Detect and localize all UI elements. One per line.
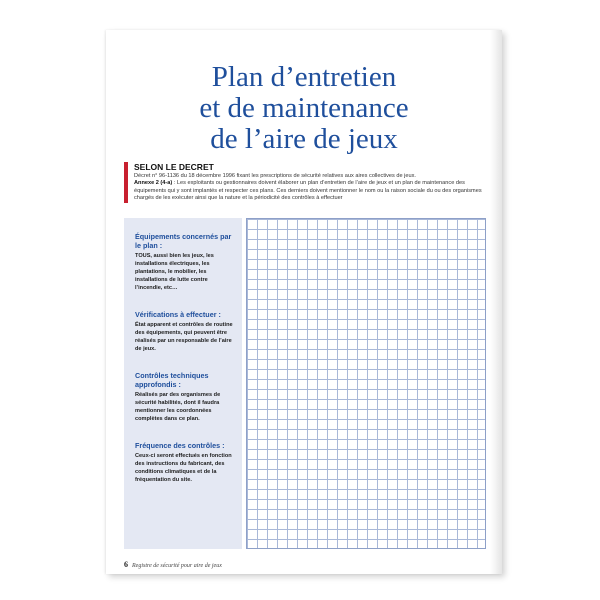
section-body: Ceux-ci seront effectués en fonction des instructions du fabricant, des conditions climatiques et de la fréquentation du site. — [135, 453, 232, 483]
section-title: Contrôles techniques approfondis : — [135, 371, 209, 389]
decret-heading: SELON LE DECRET — [134, 162, 214, 172]
section-body: TOUS, aussi bien les jeux, les installations électriques, les plantations, le mobilier, les installations de lutte contre l’incendie, etc… — [135, 253, 214, 291]
annexe-label: Annexe 2 (4-a) — [134, 180, 173, 187]
page-title — [106, 62, 502, 155]
title-line: et de maintenance — [199, 92, 409, 124]
title-line: de l’aire de jeux — [210, 123, 398, 155]
decret-text — [134, 173, 494, 203]
page-footer — [124, 560, 222, 569]
decret-line: Décret n° 96-1136 du 18 décembre 1996 fixant les prescriptions de sécurité relatives aux aires collectives de jeux. — [134, 173, 416, 179]
section-title: Fréquence des contrôles : — [135, 441, 225, 450]
sidebar-section-equipements — [135, 232, 234, 292]
section-title: Vérifications à effectuer : — [135, 310, 221, 319]
graph-paper-area[interactable] — [246, 218, 486, 549]
info-sidebar — [124, 218, 242, 549]
section-title: Équipements concernés par le plan : — [135, 232, 232, 250]
footer-text: Registre de sécurité pour aire de jeux — [132, 563, 222, 569]
decret-box — [124, 162, 494, 203]
page-number: 6 — [124, 560, 128, 569]
sidebar-section-controles — [135, 371, 234, 423]
sidebar-section-verifications — [135, 310, 234, 353]
sidebar-section-frequence — [135, 441, 234, 484]
section-body: État apparent et contrôles de routine des équipements, qui peuvent être réalisés par un responsable de l’aire de jeux. — [135, 322, 233, 352]
title-line: Plan d’entretien — [211, 61, 397, 93]
annexe-text: : Les exploitants ou gestionnaires doivent élaborer un plan d’entretien de l’aire de jeux et un plan de maintenance des équipements qui y sont implantés et respecter ces plans. Ces derniers doivent mentionner le nom ou la raison sociale du ou des organismes chargés de les exécuter ainsi que la nature et la périodicité des contrôles à effectuer — [134, 180, 482, 202]
document-page — [106, 30, 502, 574]
section-body: Réalisés par des organismes de sécurité habilités, dont il faudra mentionner les coordonnées complètes dans ce plan. — [135, 392, 221, 422]
